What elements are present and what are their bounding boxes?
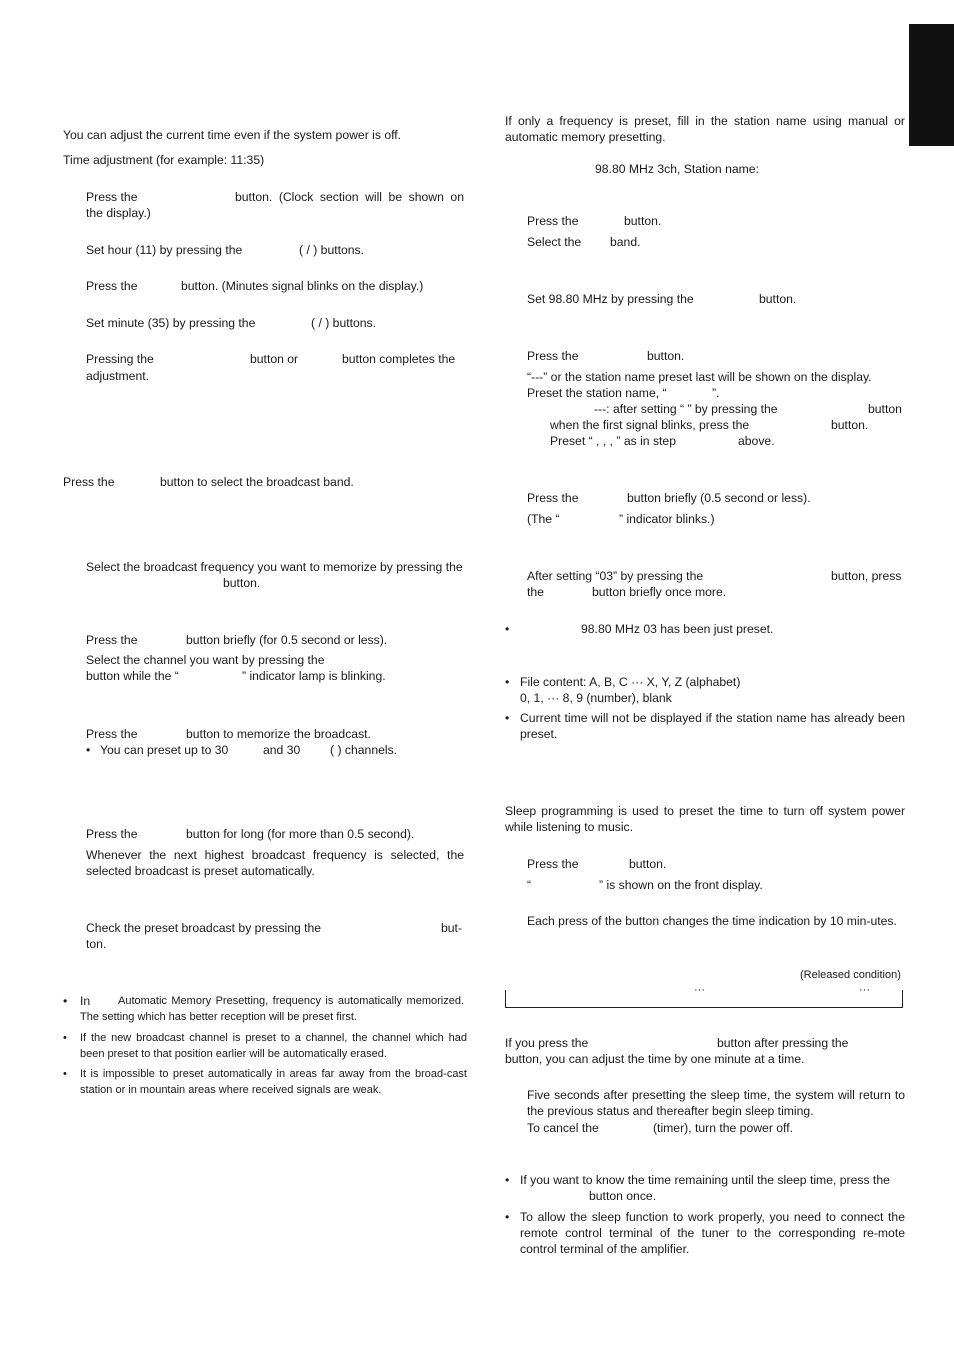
sleep-intro: Sleep programming is used to preset the time to turn off system power while listening to music. — [505, 804, 905, 834]
note-1a: In — [80, 994, 91, 1008]
name-step-6b: ”. — [712, 386, 720, 400]
name-step-10b: button, press — [831, 569, 902, 583]
language-tab — [909, 24, 954, 146]
clock-step-5c: button completes the — [342, 352, 456, 366]
manual-step-4a: Press the — [86, 727, 138, 741]
name-step-3a: Set 98.80 MHz by pressing the — [527, 292, 694, 306]
clock-step-5a: Pressing the — [86, 352, 154, 366]
auto-step-1b: button for long (for more than 0.5 second). — [186, 827, 415, 841]
name-step-7a: ---: after setting “ ” by pressing the — [594, 402, 778, 416]
clock-step-5b: button or — [250, 352, 299, 366]
time-example: Time adjustment (for example: 11:35) — [63, 153, 265, 167]
preset-done: 98.80 MHz 03 has been just preset. — [581, 622, 774, 636]
name-step-2a: Select the — [527, 235, 582, 249]
name-step-3b: button. — [759, 292, 797, 306]
sleep-step-1b: button. — [629, 857, 667, 871]
manual-step-1: Select the broadcast frequency you want to memorize by pressing the — [86, 560, 463, 574]
band-a: Press the — [63, 475, 115, 489]
manual-step-4b: button to memorize the broadcast. — [186, 727, 371, 741]
remote-terminal-note: • To allow the sleep function to work properly, you need to connect the remote control terminal of the tuner to the corresponding re-mote control terminal of the amplifier. — [505, 1209, 905, 1257]
clock-step-3b: button. (Minutes signal blinks on the display.) — [181, 279, 424, 293]
adjust-b: button after pressing the — [717, 1036, 849, 1050]
sleep-dots-2: ··· — [859, 984, 870, 996]
clock-step-1b: button. (Clock section will be shown on the display.) — [86, 190, 464, 220]
name-step-6a: Preset the station name, “ — [527, 386, 667, 400]
clock-step-4a: Set minute (35) by pressing the — [86, 316, 256, 330]
sleep-step-2a: “ — [527, 878, 532, 892]
name-step-8a: Press the — [527, 491, 579, 505]
name-step-4a: Press the — [527, 349, 579, 363]
name-step-7b: button — [868, 402, 902, 416]
adjust-c: button, you can adjust the time by one minute at a time. — [505, 1052, 805, 1066]
name-step-5: “---” or the station name preset last will be shown on the display. — [527, 370, 872, 384]
sleep-step-1a: Press the — [527, 857, 579, 871]
clock-intro: You can adjust the current time even if the system power is off. — [63, 128, 402, 142]
preset-done-bullet: • — [505, 622, 510, 636]
name-step-10d: button briefly once more. — [592, 585, 727, 599]
name-step-8b: button briefly (0.5 second or less). — [627, 491, 811, 505]
station-example: 98.80 MHz 3ch, Station name: — [595, 162, 759, 176]
name-step-1a: Press the — [527, 214, 579, 228]
band-b: button to select the broadcast band. — [160, 475, 354, 489]
note-3: • It is impossible to preset automatically in areas far away from the broad-cast station or in mountain areas where received signals are weak. — [63, 1066, 467, 1098]
manual-note-c: ( ) channels. — [330, 743, 398, 757]
name-step-10c: the — [527, 585, 544, 599]
cancel-b: (timer), turn the power off. — [653, 1121, 793, 1135]
auto-step-3b: but- — [441, 921, 463, 935]
name-step-7c: when the first signal blinks, press the — [550, 418, 750, 432]
current-time-note: • Current time will not be displayed if the station name has already been preset. — [505, 710, 905, 742]
auto-step-3c: ton. — [86, 937, 107, 951]
manual-note — [86, 742, 250, 758]
clock-step-4b: ( / ) buttons. — [311, 316, 377, 330]
clock-step-1a: Press the — [86, 190, 138, 204]
auto-step-1a: Press the — [86, 827, 138, 841]
name-step-2b: band. — [610, 235, 641, 249]
clock-step-3a: Press the — [86, 279, 138, 293]
note-1b: Automatic Memory Presetting, frequency is automatically memorized. The setting which has better reception will be preset first. — [80, 995, 464, 1023]
five-seconds-note: Five seconds after presetting the sleep time, the system will return to the previous status and thereafter begin sleep timing. — [527, 1088, 905, 1118]
remaining-time-note-b: button once. — [589, 1189, 657, 1203]
sleep-dots-1: ··· — [694, 984, 705, 996]
clock-step-5d: adjustment. — [86, 369, 150, 383]
name-step-1b: button. — [624, 214, 662, 228]
name-step-7d: button. — [831, 418, 869, 432]
name-step-7f: above. — [738, 434, 775, 448]
sleep-step-3: Each press of the button changes the time indication by 10 min-utes. — [527, 914, 897, 928]
sleep-step-2b: ” is shown on the front display. — [599, 878, 763, 892]
cancel-a: To cancel the — [527, 1121, 599, 1135]
note-1-bullet: • — [63, 994, 68, 1008]
auto-step-3a: Check the preset broadcast by pressing the — [86, 921, 322, 935]
file-bullet: • — [505, 675, 510, 689]
manual-step-3a: Select the channel you want by pressing the — [86, 653, 325, 667]
name-step-7e: Preset “ , , , ” as in step — [550, 434, 676, 448]
remaining-time-note: • If you want to know the time remaining until the sleep time, press the — [505, 1172, 905, 1188]
manual-step-3c: ” indicator lamp is blinking. — [242, 669, 386, 683]
file-content-a: File content: A, B, C ··· X, Y, Z (alphabet) — [520, 675, 741, 689]
name-step-9a: (The “ — [527, 512, 560, 526]
manual-note-a: You can preset up to 30 — [100, 743, 229, 757]
name-step-9b: ” indicator blinks.) — [619, 512, 715, 526]
manual-note-b: and 30 — [263, 743, 301, 757]
manual-step-2a: Press the — [86, 633, 138, 647]
clock-step-2b: ( / ) buttons. — [299, 243, 365, 257]
file-content-b: 0, 1, ··· 8, 9 (number), blank — [520, 691, 672, 705]
name-step-10a: After setting “03” by pressing the — [527, 569, 704, 583]
manual-step-2b: button briefly (for 0.5 second or less). — [186, 633, 388, 647]
note-2: • If the new broadcast channel is preset to a channel, the channel which had been preset to that position earlier will be automatically erased. — [63, 1030, 467, 1062]
auto-step-2: Whenever the next highest broadcast frequency is selected, the selected broadcast is preset automatically. — [86, 848, 464, 878]
adjust-a: If you press the — [505, 1036, 589, 1050]
manual-step-1b: button. — [223, 576, 261, 590]
manual-step-3b: button while the “ — [86, 669, 179, 683]
station-name-intro: If only a frequency is preset, fill in the station name using manual or automatic memory presetting. — [505, 114, 905, 144]
released-condition: (Released condition) — [800, 969, 901, 981]
name-step-4b: button. — [647, 349, 685, 363]
clock-step-2a: Set hour (11) by pressing the — [86, 243, 243, 257]
